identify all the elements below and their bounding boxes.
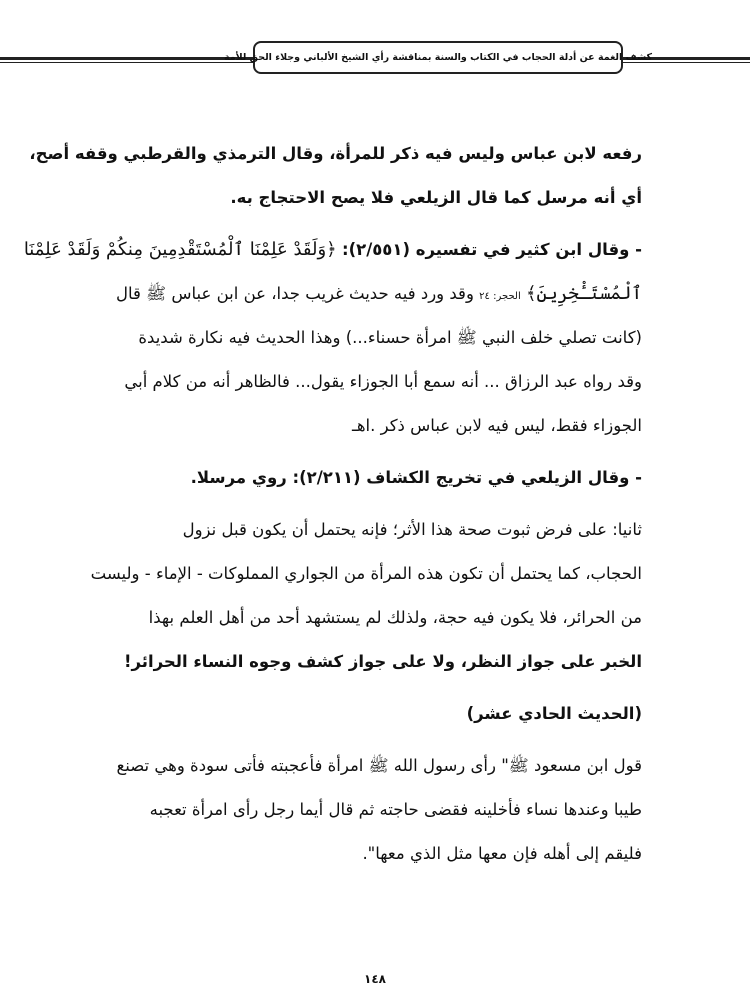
text-line: وقد رواه عبد الرزاق ... أنه سمع أبا الجوزاء يقول... فالظاهر أنه من كلام أبي xyxy=(124,372,642,391)
page-number: ١٤٨ xyxy=(364,972,386,986)
text-line: الحجاب، كما يحتمل أن تكون هذه المرأة من الجواري المملوكات - الإماء - وليست xyxy=(90,564,642,583)
text-line: من الحرائر، فلا يكون فيه حجة، ولذلك لم يستشهد أحد من أهل العلم بهذا xyxy=(148,608,642,627)
page-body xyxy=(23,132,642,876)
text-line: الجوزاء فقط، ليس فيه لابن عباس ذكر .اهـ xyxy=(351,416,642,435)
citation-intro: - وقال ابن كثير في تفسيره (٢/٥٥١): xyxy=(341,240,642,259)
text-line: فليقم إلى أهله فإن معها مثل الذي معها". xyxy=(362,844,642,863)
book-title: كشف الغمة عن أدلة الحجاب في الكتاب والسنة بمناقشة رأي الشيخ الألباني وجلاء الحق للأمة xyxy=(223,52,653,63)
text-line xyxy=(92,272,642,316)
text-line: ثانيا: على فرض ثبوت صحة هذا الأثر؛ فإنه يحتمل أن يكون قبل نزول xyxy=(182,520,642,539)
text-line: قول ابن مسعود ﷺ" رأى رسول الله ﷺ امرأة فأعجبته فأتى سودة وهي تصنع xyxy=(116,756,642,775)
quran-verse-end: ٱلْمُسْتَـْٔخِرِينَ﴾ xyxy=(525,283,642,304)
text-line: - وقال الزيلعي في تخريج الكشاف (٢/٢١١): روي مرسلا. xyxy=(190,468,642,487)
text-line: (كانت تصلي خلف النبي ﷺ امرأة حسناء...) وهذا الحديث فيه نكارة شديدة xyxy=(138,328,642,347)
citation-text: وقد ورد فيه حديث غريب جدا، عن ابن عباس ﷺ قال xyxy=(116,284,474,303)
quran-verse: ﴿وَلَقَدْ عَلِمْنَا ٱلْمُسْتَقْدِمِينَ مِنكُمْ وَلَقَدْ عَلِمْنَا xyxy=(23,239,337,260)
running-header xyxy=(223,41,653,74)
text-line: رفعه لابن عباس وليس فيه ذكر للمرأة، وقال الترمذي والقرطبي وقفه أصح، xyxy=(29,144,642,163)
text-line: طيبا وعندها نساء فأخلينه فقضى حاجته ثم قال أيما رجل رأى امرأة تعجبه xyxy=(149,800,642,819)
verse-reference: الحجر: ٢٤ xyxy=(479,291,521,302)
text-line: الخبر على جواز النظر، ولا على جواز كشف وجوه النساء الحرائر! xyxy=(123,652,642,671)
text-line: أي أنه مرسل كما قال الزيلعي فلا يصح الاحتجاج به. xyxy=(230,188,642,207)
text-line xyxy=(23,228,642,272)
section-heading: (الحديث الحادي عشر) xyxy=(466,704,642,723)
